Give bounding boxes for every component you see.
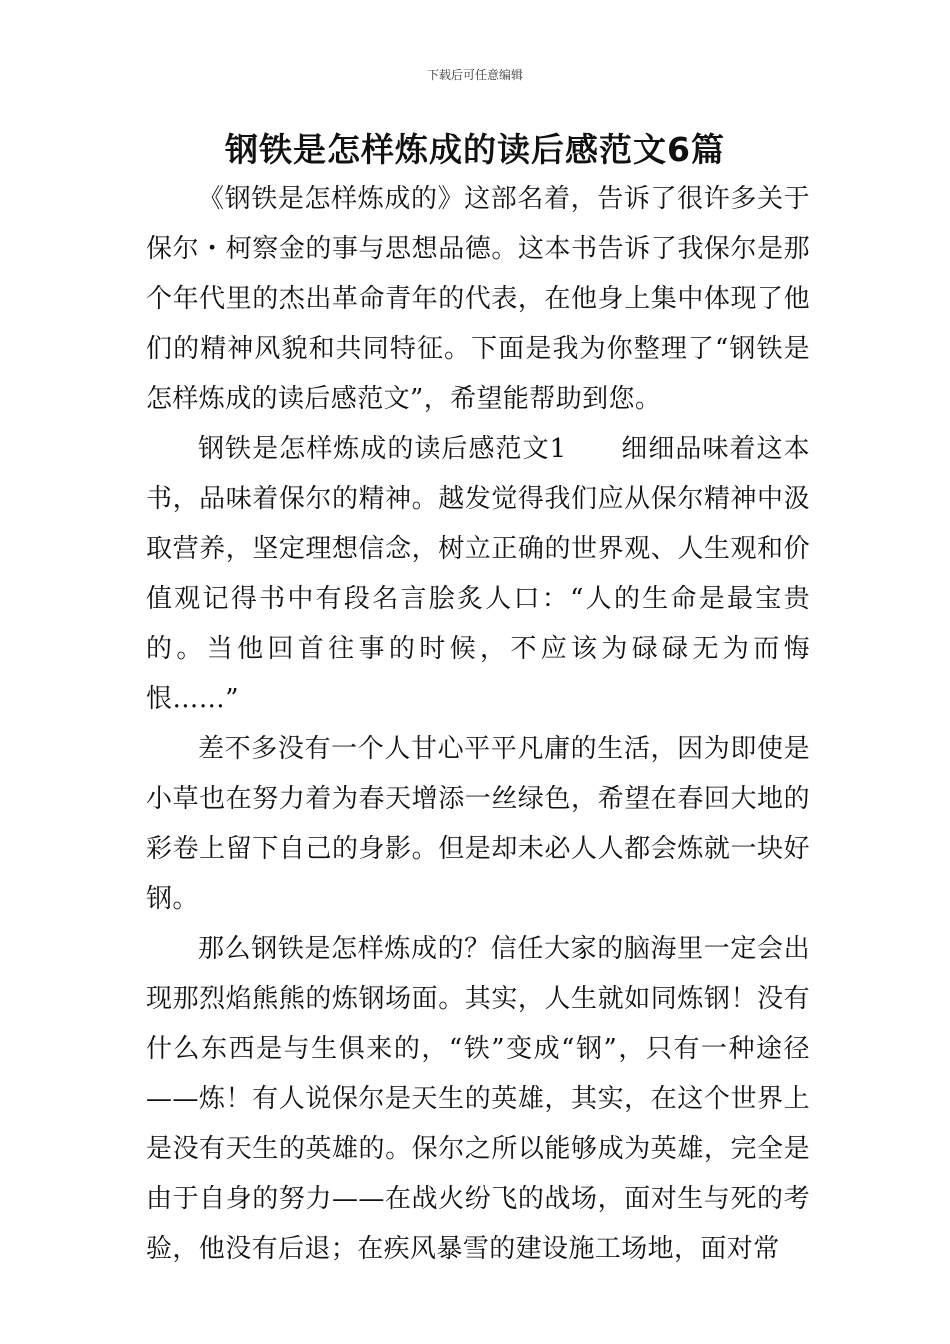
paragraph-3: 那么钢铁是怎样炼成的？信任大家的脑海里一定会出现那烈焰熊熊的炼钢场面。其实，人生就如同炼钢！没有什么东西是与生俱来的，“铁”变成“钢”，只有一种途径——炼！有人说保尔是天生的英雄，其实，在这个世界上是没有天生的英雄的。保尔之所以能够成为英雄，完全是由于自身的努力——在战火纷飞的战场，面对生与死的考验，他没有后退；在疾风暴雪的建设施工场地，面对常 [146, 934, 810, 1264]
paragraph-intro: 《钢铁是怎样炼成的》这部名着，告诉了很许多关于保尔・柯察金的事与思想品德。这本书告诉了我保尔是那个年代里的杰出革命青年的代表，在他身上集中体现了他们的精神风貌和共同特征。下面是我为你整理了“钢铁是怎样炼成的读后感范文”，希望能帮助到您。 [146, 184, 810, 414]
header-note: 下载后可任意编辑 [426, 68, 523, 82]
paragraph-essay-1: 钢铁是怎样炼成的读后感范文1 细细品味着这本书，品味着保尔的精神。越发觉得我们应从保尔精神中汲取营养，坚定理想信念，树立正确的世界观、人生观和价值观记得书中有段名言脍炙人口：“人的生命是最宝贵的。当他回首往事的时候，不应该为碌碌无为而悔恨……” [146, 434, 810, 714]
paragraph-2: 差不多没有一个人甘心平平凡庸的生活，因为即使是小草也在努力着为春天增添一丝绿色，希望在春回大地的彩卷上留下自己的身影。但是却未必人人都会炼就一块好钢。 [146, 734, 810, 914]
document-title: 钢铁是怎样炼成的读后感范文6篇 [225, 130, 725, 169]
body-text [146, 174, 810, 1274]
